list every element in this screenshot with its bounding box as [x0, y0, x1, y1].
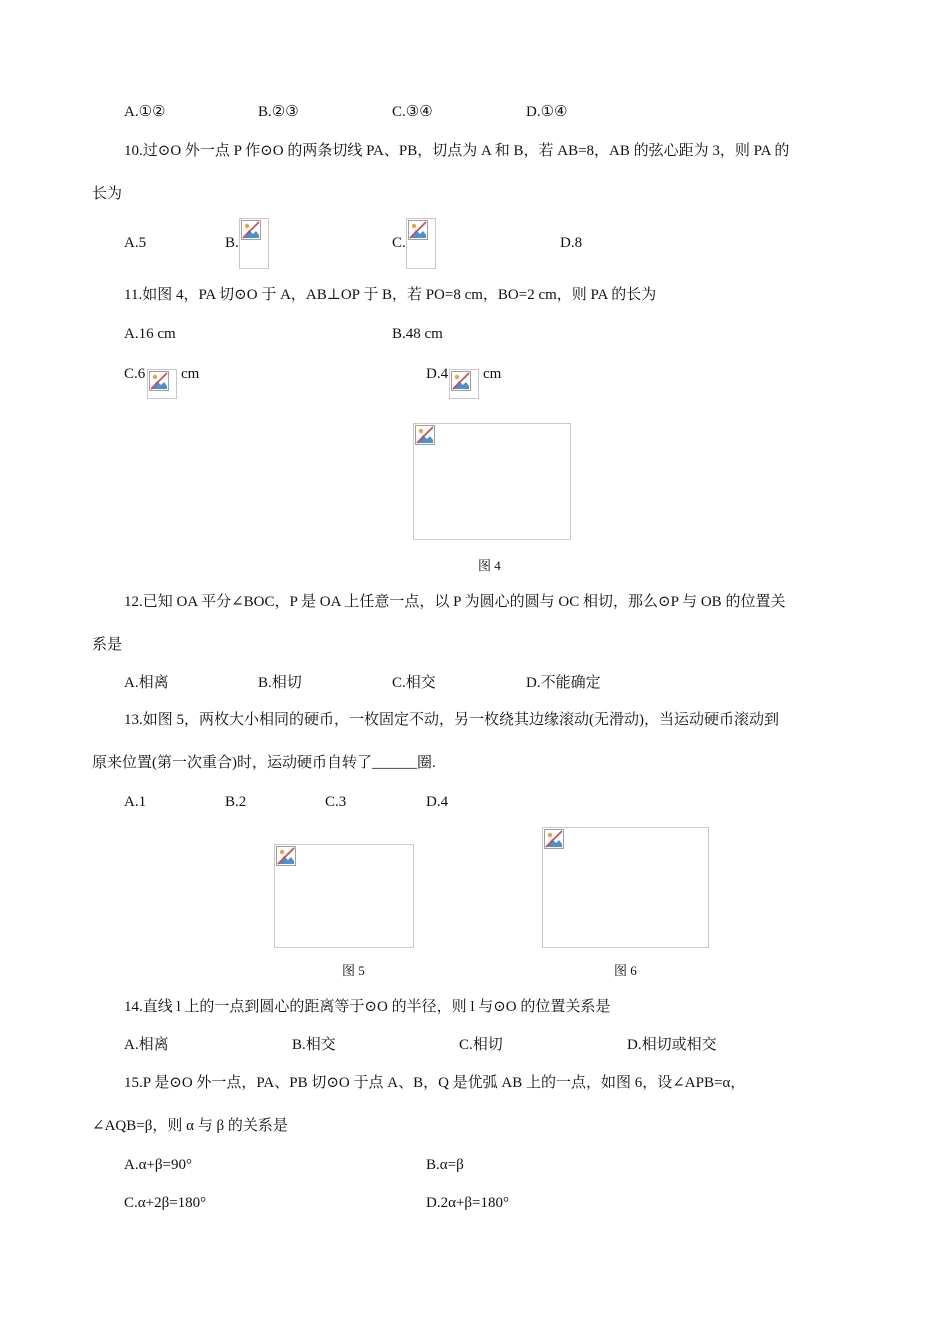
q15-option-b: B.α=β	[426, 1157, 464, 1173]
q15-stem-line1: 15.P 是⊙O 外一点，PA、PB 切⊙O 于点 A、B，Q 是优弧 AB 上的一点，如图 6，设∠APB=α，	[124, 1075, 746, 1091]
q9-option-a: A.①②	[124, 104, 166, 120]
figure-6-image	[542, 827, 709, 948]
q13-stem-line1: 13.如图 5，两枚大小相同的硬币，一枚固定不动，另一枚绕其边缘滚动(无滑动)，当运动硬币滚动到	[124, 712, 779, 728]
q10-option-c-image	[406, 218, 436, 269]
figure-6-caption: 图 6	[614, 963, 637, 978]
figure-5-image	[274, 844, 414, 948]
q11-option-c-prefix: C.6	[124, 366, 146, 382]
broken-image-icon	[149, 371, 169, 391]
q10-option-a: A.5	[124, 235, 147, 251]
broken-image-icon	[276, 846, 296, 866]
q10-stem-line1: 10.过⊙O 外一点 P 作⊙O 的两条切线 PA、PB，切点为 A 和 B，若 AB=8，AB 的弦心距为 3，则 PA 的	[124, 143, 790, 159]
q11-option-c-image	[147, 369, 177, 399]
q9-option-d: D.①④	[526, 104, 568, 120]
broken-image-icon	[408, 220, 428, 240]
q14-option-a: A.相离	[124, 1037, 169, 1053]
q12-stem-line2: 系是	[92, 637, 123, 653]
broken-image-icon	[544, 829, 564, 849]
q10-option-d: D.8	[560, 235, 583, 251]
q12-option-b: B.相切	[258, 675, 302, 691]
q13-option-b: B.2	[225, 794, 247, 810]
q14-option-c: C.相切	[459, 1037, 503, 1053]
q13-option-d: D.4	[426, 794, 449, 810]
q11-option-a: A.16 cm	[124, 326, 176, 342]
q9-option-b: B.②③	[258, 104, 299, 120]
q11-option-b: B.48 cm	[392, 326, 443, 342]
broken-image-icon	[451, 371, 471, 391]
q14-option-b: B.相交	[292, 1037, 336, 1053]
broken-image-icon	[415, 425, 435, 445]
q11-option-c-suffix: cm	[181, 366, 200, 382]
figure-5-caption: 图 5	[342, 963, 365, 978]
q13-option-a: A.1	[124, 794, 147, 810]
q10-option-c: C.	[392, 235, 406, 251]
q12-option-c: C.相交	[392, 675, 436, 691]
q14-stem: 14.直线 l 上的一点到圆心的距离等于⊙O 的半径，则 l 与⊙O 的位置关系是	[124, 999, 611, 1015]
q15-stem-line2: ∠AQB=β，则 α 与 β 的关系是	[92, 1118, 288, 1134]
q10-stem-line2: 长为	[92, 186, 123, 202]
figure-4-caption: 图 4	[478, 558, 501, 573]
q14-option-d: D.相切或相交	[627, 1037, 717, 1053]
q11-option-d-prefix: D.4	[426, 366, 449, 382]
q12-option-d: D.不能确定	[526, 675, 601, 691]
q9-option-c: C.③④	[392, 104, 433, 120]
q15-option-a: A.α+β=90°	[124, 1157, 192, 1173]
q11-stem: 11.如图 4，PA 切⊙O 于 A，AB⊥OP 于 B，若 PO=8 cm，BO=2 cm，则 PA 的长为	[124, 287, 657, 303]
figure-4-image	[413, 423, 571, 540]
broken-image-icon	[241, 220, 261, 240]
q11-option-d-suffix: cm	[483, 366, 502, 382]
q12-stem-line1: 12.已知 OA 平分∠BOC，P 是 OA 上任意一点，以 P 为圆心的圆与 OC 相切，那么⊙P 与 OB 的位置关	[124, 594, 786, 610]
q12-option-a: A.相离	[124, 675, 169, 691]
q10-option-b: B.	[225, 235, 239, 251]
q15-option-d: D.2α+β=180°	[426, 1195, 509, 1211]
q10-option-b-image	[239, 218, 269, 269]
q13-option-c: C.3	[325, 794, 347, 810]
q13-stem-line2: 原来位置(第一次重合)时，运动硬币自转了______圈.	[92, 755, 436, 771]
q11-option-d-image	[449, 369, 479, 399]
q15-option-c: C.α+2β=180°	[124, 1195, 207, 1211]
